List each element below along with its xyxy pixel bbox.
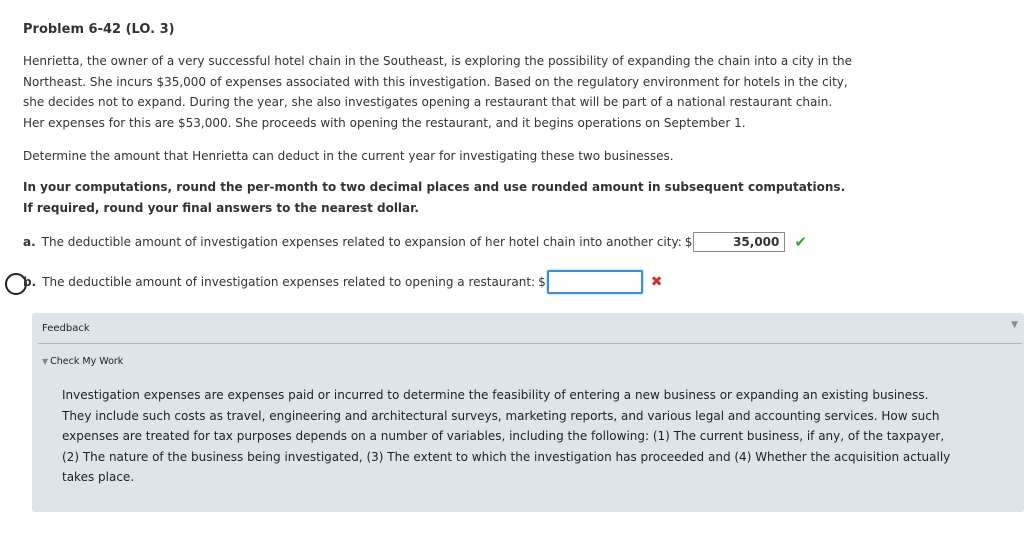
question-b-letter: b. [23,275,37,289]
feedback-header: Feedback [42,323,90,334]
feedback-divider [38,343,1022,344]
computation-instructions: In your computations, round the per-month to two decimal places and use rounded amount in subsequent computations. If required, round your final answers to the nearest dollar. [23,180,846,215]
question-a [23,232,807,252]
collapse-triangle-icon[interactable]: ▼ [1011,320,1018,330]
question-b [23,270,662,294]
problem-question: Determine the amount that Henrietta can deduct in the current year for investigating these two businesses. [23,149,674,163]
check-my-work-toggle[interactable] [42,356,123,367]
answer-b-input[interactable] [547,270,643,294]
triangle-down-icon: ▼ [42,357,49,366]
question-b-text: The deductible amount of investigation expenses related to opening a restaurant: [42,275,536,289]
question-b-currency: $ [538,275,546,289]
question-a-text: The deductible amount of investigation expenses related to expansion of her hotel chain into another city: [41,235,682,249]
x-icon: ✖ [650,274,663,290]
check-my-work-label: Check My Work [50,356,124,367]
check-icon: ✔ [794,232,807,251]
problem-title: Problem 6-42 (LO. 3) [23,22,175,37]
question-a-currency: $ [684,235,693,249]
answer-a-field[interactable]: 35,000 [693,232,785,252]
feedback-panel [32,313,1024,512]
problem-description: Henrietta, the owner of a very successful hotel chain in the Southeast, is exploring the possibility of expanding the chain into a city in the Northeast. She incurs $35,000 of expenses associated with this investigation. Based on the regulatory environment for hotels in the city, she decides not to expand. During the year, she also investigates opening a restaurant that will be part of a national restaurant chain. Her expenses for this are $53,000. She proceeds with opening the restaurant, and it begins operations on September 1. [23,54,853,130]
question-a-letter: a. [23,235,36,249]
feedback-text: Investigation expenses are expenses paid or incurred to determine the feasibility of entering a new business or expanding an existing business. They include such costs as travel, engineering and architectural surveys, marketing reports, and various legal and accounting services. How such expenses are treated for tax purposes depends on a number of variables, including the following: (1) The current business, if any, of the taxpayer, (2) The nature of the business being investigated, (3) The extent to which the investigation has proceeded and (4) Whether the acquisition actually takes place. [62,388,951,485]
